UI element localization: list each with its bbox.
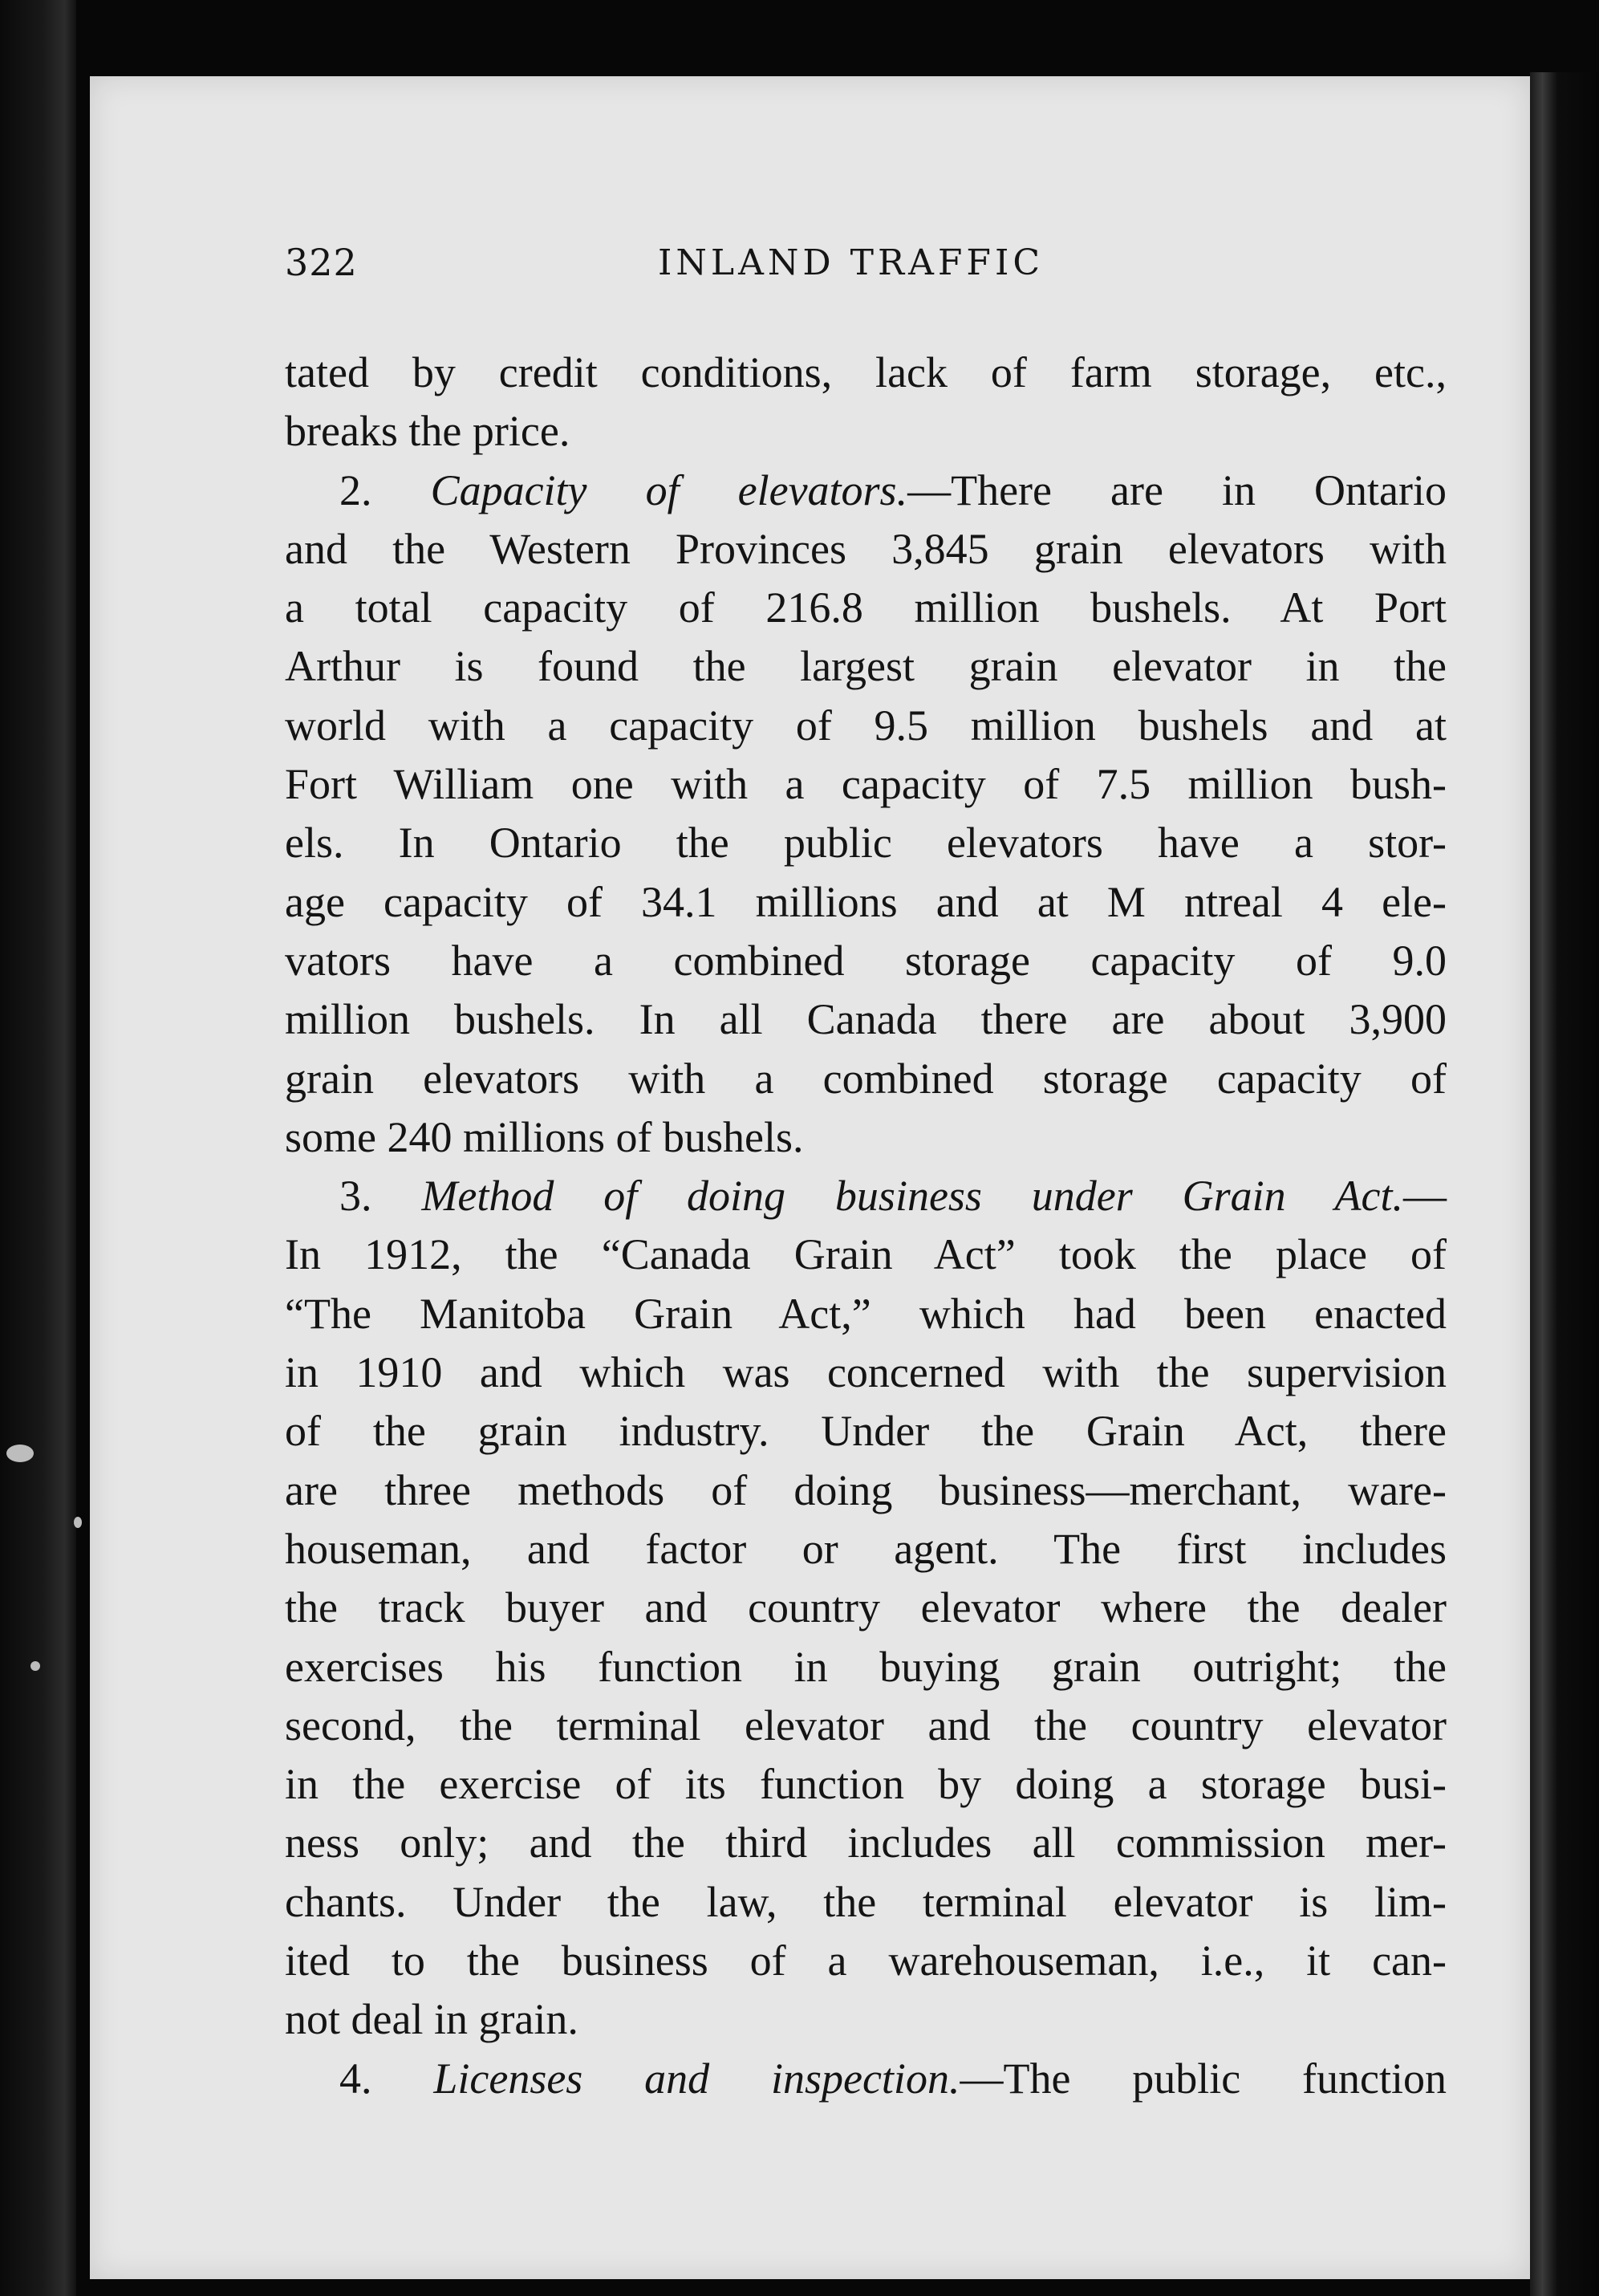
- margin-speck: [74, 1517, 82, 1528]
- text-line: [285, 1755, 1447, 1814]
- text-segment: 2.: [339, 465, 431, 514]
- text-line: [285, 579, 1447, 637]
- text-line: [285, 990, 1447, 1049]
- text-segment: —: [1403, 1172, 1447, 1221]
- text-segment: In 1912, the “Canada Grain Act” took the place of: [285, 1230, 1447, 1279]
- text-segment: Arthur is found the largest grain elevator in the: [285, 642, 1447, 691]
- text-line: [285, 461, 1447, 520]
- text-line: [285, 1108, 1447, 1167]
- text-line: [285, 697, 1447, 755]
- text-line: [285, 1225, 1447, 1284]
- text-segment: “The Manitoba Grain Act,” which had been enacted: [285, 1289, 1447, 1338]
- text-line: [285, 520, 1447, 579]
- text-segment: age capacity of 34.1 millions and at M ntreal 4 ele-: [285, 877, 1447, 926]
- text-line: [285, 1461, 1447, 1520]
- text-line: [285, 1638, 1447, 1697]
- margin-speck: [6, 1445, 34, 1462]
- text-segment: ited to the business of a warehouseman, i.e., it can-: [285, 1936, 1447, 1985]
- text-segment: a total capacity of 216.8 million bushels. At Port: [285, 583, 1447, 632]
- text-segment: vators have a combined storage capacity of 9.0: [285, 936, 1447, 985]
- text-segment: in the exercise of its function by doing a storage busi-: [285, 1760, 1447, 1809]
- text-segment: are three methods of doing business—merchant, ware-: [285, 1465, 1447, 1514]
- text-line: [285, 637, 1447, 696]
- text-segment: 3.: [339, 1172, 422, 1221]
- text-segment: world with a capacity of 9.5 million bushels and at: [285, 701, 1447, 750]
- text-segment: breaks the price.: [285, 407, 570, 456]
- text-segment: —The public function: [960, 2054, 1447, 2103]
- text-segment: of the grain industry. Under the Grain Act, there: [285, 1407, 1447, 1456]
- text-line: [285, 755, 1447, 814]
- text-segment: chants. Under the law, the terminal elevator is lim-: [285, 1877, 1447, 1926]
- text-segment: second, the terminal elevator and the country elevator: [285, 1701, 1447, 1749]
- text-segment: ness only; and the third includes all commission mer-: [285, 1819, 1447, 1867]
- text-line: [285, 1402, 1447, 1461]
- section-heading: Method of doing business under Grain Act.: [421, 1172, 1404, 1221]
- text-segment: houseman, and factor or agent. The first includes: [285, 1524, 1447, 1573]
- section-heading: Licenses and inspection.: [433, 2054, 960, 2103]
- text-line: [285, 814, 1447, 872]
- text-line: [285, 1873, 1447, 1932]
- text-line: [285, 1579, 1447, 1637]
- text-segment: not deal in grain.: [285, 1995, 578, 2044]
- text-segment: 4.: [339, 2054, 434, 2103]
- text-segment: exercises his function in buying grain outright; the: [285, 1642, 1447, 1691]
- text-line: [285, 343, 1447, 402]
- text-segment: in 1910 and which was concerned with the supervision: [285, 1348, 1447, 1397]
- page-number: 322: [285, 241, 358, 284]
- body-text: [285, 343, 1447, 2108]
- margin-speck: [30, 1661, 40, 1671]
- text-line: [285, 1520, 1447, 1579]
- text-segment: the track buyer and country elevator where the dealer: [285, 1583, 1447, 1632]
- text-line: [285, 1050, 1447, 1108]
- text-segment: grain elevators with a combined storage capacity of: [285, 1054, 1447, 1103]
- text-line: [285, 1167, 1447, 1225]
- text-segment: Fort William one with a capacity of 7.5 million bush-: [285, 760, 1447, 809]
- text-segment: tated by credit conditions, lack of farm storage, etc.,: [285, 348, 1447, 396]
- text-line: [285, 2050, 1447, 2108]
- running-head: INLAND TRAFFIC: [658, 242, 1044, 283]
- text-line: [285, 402, 1447, 461]
- text-line: [285, 932, 1447, 990]
- text-line: [285, 1697, 1447, 1755]
- text-segment: million bushels. In all Canada there are about 3,900: [285, 995, 1447, 1044]
- text-line: [285, 1285, 1447, 1343]
- text-segment: els. In Ontario the public elevators have a stor-: [285, 819, 1447, 868]
- text-segment: and the Western Provinces 3,845 grain elevators with: [285, 524, 1447, 573]
- text-line: [285, 873, 1447, 932]
- page-header: [285, 241, 1447, 297]
- book-spine-shadow: [0, 0, 76, 2296]
- text-segment: some 240 millions of bushels.: [285, 1112, 804, 1161]
- text-segment: —There are in Ontario: [907, 465, 1447, 514]
- facing-page-edge: [1530, 72, 1599, 2296]
- text-line: [285, 1343, 1447, 1402]
- text-line: [285, 1814, 1447, 1872]
- text-line: [285, 1932, 1447, 1990]
- text-line: [285, 1990, 1447, 2049]
- section-heading: Capacity of elevators.: [430, 465, 908, 514]
